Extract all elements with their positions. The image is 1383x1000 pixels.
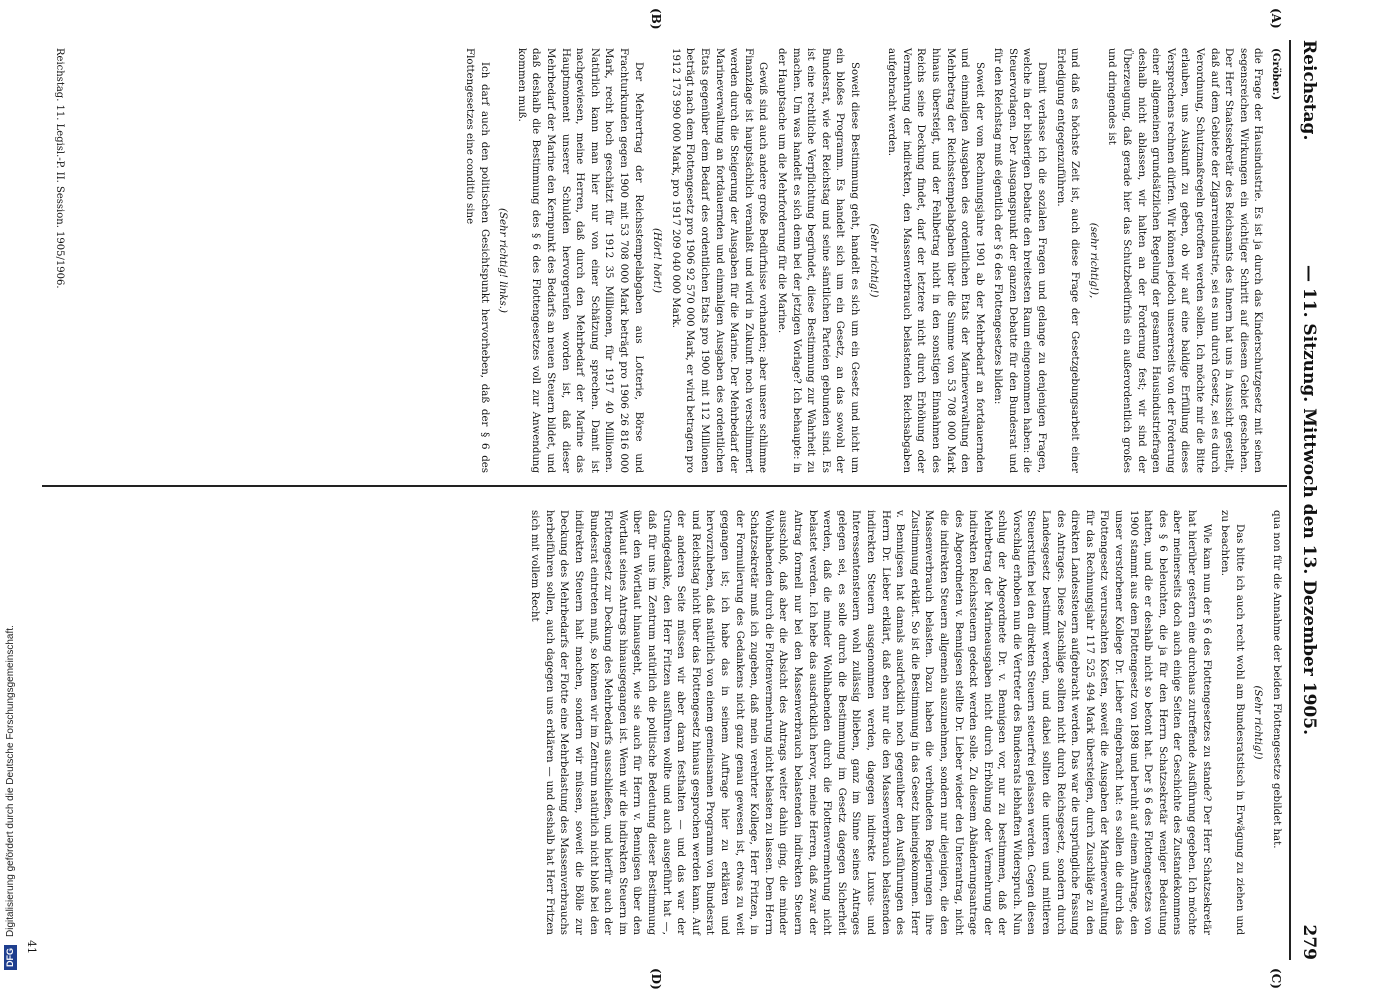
speaker-name: (Gröber.) <box>1270 48 1282 101</box>
running-title: Reichstag. <box>1299 40 1319 141</box>
margin-marker-d: (D) <box>649 968 663 990</box>
sheet-number: 41 <box>25 940 38 954</box>
margin-marker-a: (A) <box>1269 8 1283 29</box>
margin-marker-c: (C) <box>1269 968 1283 989</box>
digitization-credit <box>0 0 22 1000</box>
paragraph: qua non für die Annahme der beiden Flottengesetze gebildet hat. <box>1271 510 1282 849</box>
paragraph: die Frage der Hausindustrie. Es ist ja durch das Kinderschutzgesetz mit seinen segensreichen Wirkungen ein wichtiger Schritt auf diesem Gebiet geschehen. Der Herr Staatssekretär des Reichsamts des Innern hat uns in Aussicht gestellt, daß auf dem Gebiete der Zigarrenindustrie, sei es nun durch Gesetz, sei es durch Verordnung, Schutzmaßregeln getroffen werden sollen. Ich möchte mir die Bitte erlauben, uns Auskunft zu geben, ob wir auf eine baldige Erfüllung dieses Versprechens rechnen dürfen. Wir können jedoch unsererseits von der Forderung einer allgemeinen grundsätzlichen Regelung der gesamten Hausindustriefragen deshalb nicht ablassen, wir halten an der Forderung fest; wir sind der Überzeugung, daß gerade hier das Schutzbedürfnis ein außerordentlich großes und dringendes ist <box>1106 48 1264 473</box>
paragraph: Damit verlasse ich die sozialen Fragen und gelange zu denjenigen Fragen, welche in der bisherigen Debatte den breitesten Raum eingenommen haben: die Steuervorlagen. Der Ausgangspunkt der ganzen Debatte für den Bundesrat und für den Reichstag muß eigentlich der § 6 des Flottengesetzes bilden: <box>992 48 1048 473</box>
interjection: (Sehr richtig!) <box>867 223 879 298</box>
paragraph: Soweit diese Bestimmung geht, handelt es sich um ein Gesetz und nicht um ein bloßes Programm. Es handelt sich um ein Gesetz, an das sowohl der Bundesrat, wie der Reichstag und seine sämtlichen Parteien gebunden sind. Es ist eine rechtliche Verpflichtung begründet, diese Bestimmung zur Wahrheit zu machen. Um was handelt es sich denn bei der jetzigen Vorlage? Ich behaupte: in der Hauptsache um die Mehrforderung für die Marine. <box>776 48 860 473</box>
right-column <box>523 510 1283 935</box>
interjection: (Hört! hört!) <box>651 227 663 293</box>
interjection: (Sehr richtig!) <box>1252 685 1264 760</box>
paragraph: Das bitte ich auch recht wohl am Bundesratstisch in Erwägung zu ziehen und zu beachten. <box>1219 510 1245 935</box>
paragraph: Ich darf auch den politischen Gesichtspunkt hervorheben, daß der § 6 des Flottengesetzes eine conditio sine <box>464 48 490 473</box>
header-rule <box>1289 40 1291 960</box>
paragraph: und daß es höchste Zeit ist, auch diese Frage der Gesetzgebungsarbeit einer Erledigung entgegenzuführen. <box>1054 48 1081 473</box>
page-number: 279 <box>1299 924 1319 960</box>
paragraph: Der Mehrertrag der Reichsstempelabgaben aus Lotterie, Börse und Frachturkunden gegen 1900 mit 53 708 000 Mark beträgt pro 1906 26 816 000 Mark, recht hoch geschätzt für 1912 35 Millionen, für 1917 40 Millionen. Natürlich kann man hier nur von einer Schätzung sprechen. Damit ist nachgewiesen, meine Herren, daß durch den Mehrbedarf der Marine das Hauptmoment unserer Schulden hervorgerufen worden ist, daß dieser Mehrbedarf der Marine den Kernpunkt des Bedarfs an neuen Steuern bildet, und daß deshalb die Bestimmung des § 6 des Flottengesetzes voll zur Anwendung kommen muß. <box>515 48 644 473</box>
interjection: (sehr richtig!), <box>1087 222 1099 299</box>
page-header <box>1293 40 1323 960</box>
footer-source: Reichstag. 11. Legisl.-P. II. Session. 1905/1906. <box>54 48 65 289</box>
quoted-law: Soweit der vom Rechnungsjahre 1901 ab der Mehrbedarf an fortdauernden und einmaligen Ausgaben des ordentlichen Etats der Marineverwaltung den Mehrbetrag der Reichsstempelabgaben über die Summe von 53 708 000 Mark hinaus übersteigt, und der Fehlbetrag nicht in den sonstigen Einnahmen des Reichs seine Deckung findet, darf der letztere nicht durch Erhöhung oder Vermehrung der indirekten, den Massenverbrauch belastenden Reichsabgaben aufgebracht werden. <box>886 48 985 473</box>
left-column <box>458 48 1283 473</box>
credit-text: Digitalisierung gefördert durch die Deutsche Forschungsgemeinschaft. <box>5 625 16 937</box>
interjection: (Sehr richtig! links.) <box>497 208 509 313</box>
column-divider <box>42 485 1287 487</box>
paragraph: Gewiß sind auch andere große Bedürfnisse vorhanden; aber unsere schlimme Finanzlage ist hauptsächlich veranlaßt und wird in Zukunft noch verschlimmert werden durch die Steigerung der Ausgaben für die Marine. Der Mehrbedarf der Marineverwaltung an fortdauernden und einmaligen Ausgaben des ordentlichen Etats gegenüber dem Bedarf des ordentlichen Etats pro 1900 mit 112 Millionen beträgt nach dem Flottengesetz pro 1906 92 570 000 Mark, er wird betragen pro 1912 173 990 000 Mark, pro 1917 209 040 000 Mark. <box>669 48 769 473</box>
paragraph: Wie kam nun der § 6 des Flottengesetzes zu stande? Der Herr Schatzsekretär hat hierüber gestern eine durchaus zutreffende Ausführung gegeben. Ich möchte aber meinerseits doch auch einige Seiten der Geschichte des Zustandekommens des § 6 beleuchten, die ja für den Herrn Schatzsekretär weniger Bedeutung hatten, und die er deshalb nicht so betont hat. Der § 6 des Flottengesetzes von 1900 stammt aus dem Flottengesetz von 1898 und beruht auf einem Antrage, den unser verstorbener Kollege Dr. Lieber eingebracht hat: es sollen die durch das Flottengesetz verursachten Kosten, soweit die Ausgaben der Marineverwaltung für das Rechnungsjahr 117 525 494 Mark übersteigen, durch Zuschläge zu den direkten Landessteuern aufgebracht werden. Das war die ursprüngliche Fassung des Antrages. Diese Zuschläge sollten nicht durch Reichsgesetz, sondern durch Landesgesetz bestimmt werden, und dabei sollten die unteren und mittleren Steuerstufen bei den direkten Steuern steuerfrei gelassen werden. Gegen diesen Vorschlag erhoben nun die Vertreter des Bundesrats lebhaften Widerspruch. Nun schlug der Abgeordnete Dr. v. Bennigsen vor, nur zu bestimmen, daß der Mehrbetrag der Marineausgaben nicht durch Erhöhung oder Vermehrung der indirekten Reichssteuern gedeckt werden solle. Zu diesem Abänderungsantrage des Abgeordneten v. Bennigsen stellte Dr. Lieber wieder den Unterantrag, nicht die indirekten Steuern allgemein auszunehmen, sondern nur diejenigen, die den Massenverbrauch belasten. Dazu haben die verbündeten Regierungen ihre Zustimmung erklärt. So ist die Bestimmung in das Gesetz hineingekommen. Herr v. Bennigsen hat damals ausdrücklich noch gegenüber den Ausführungen des Herrn Dr. Lieber erklärt, daß eben nur die den Massenverbrauch belastenden indirekten Steuern ausgenommen werden, dagegen indirekte Luxus- und Interessentensteuern wohl zulässig blieben, ganz im Sinne seines Antrages gelegen sei, es solle durch die Bestimmung im Gesetz dagegen Sicherheit werden, daß die minder Wohlhabenden durch die Flottenvermehrung nicht belastet werden. Ich hebe das ausdrücklich hervor, meine Herren, daß zwar der Antrag formell nur bei den Massenverbrauch belastenden indirekten Steuern ausschloß, daß aber die Absicht des Antrags weiter dahin ging, die minder Wohlhabenden durch die Flottenvermehrung nicht belasten zu lassen. Dem Herrn Schatzsekretär muß ich zugeben, daß mein verehrter Kollege, Herr Fritzen, in der Formulierung des Gedankens nicht ganz genau gewesen ist, etwas zu weit gegangen ist; ich habe das in seinem Auftrage hier zu erklären und hervorzuheben, daß natürlich von einem gemeinsamen Programm von Bundesrat und Reichstag nicht über das Flottengesetz hinaus gesprochen werden kann. Auf der anderen Seite müssen wir aber daran festhalten — und das war der Grundgedanke, den Herr Fritzen ausführen wollte und auch ausgeführt hat —, daß für uns im Zentrum natürlich die politische Bedeutung dieser Bestimmung über den Wortlaut hinausgeht, wie sie auch für Herrn v. Bennigsen über den Wortlaut seines Antrags hinausgegangen ist. Wenn wir die indirekten Steuern im Flottengesetz zur Deckung des Mehrbedarfs ausschließen, und hierfür auch der Bundesrat eintreten muß, so können wir im Zentrum natürlich nicht bloß bei den indirekten Steuern halt machen, sondern wir müssen, soweit die Bölle zur Deckung des Mehrbedarfs der Flotte eine Mehrbelastung des Massenverbrauchs herbeiführen sollen, auch dagegen uns erklären — und deshalb hat Herr Fritzen sich mit vollem Recht <box>529 510 1212 936</box>
dfg-logo: DFG <box>4 945 17 970</box>
margin-marker-b: (B) <box>649 8 663 30</box>
session-line: — 11. Sitzung. Mittwoch den 13. Dezember 1905. <box>1299 265 1319 735</box>
